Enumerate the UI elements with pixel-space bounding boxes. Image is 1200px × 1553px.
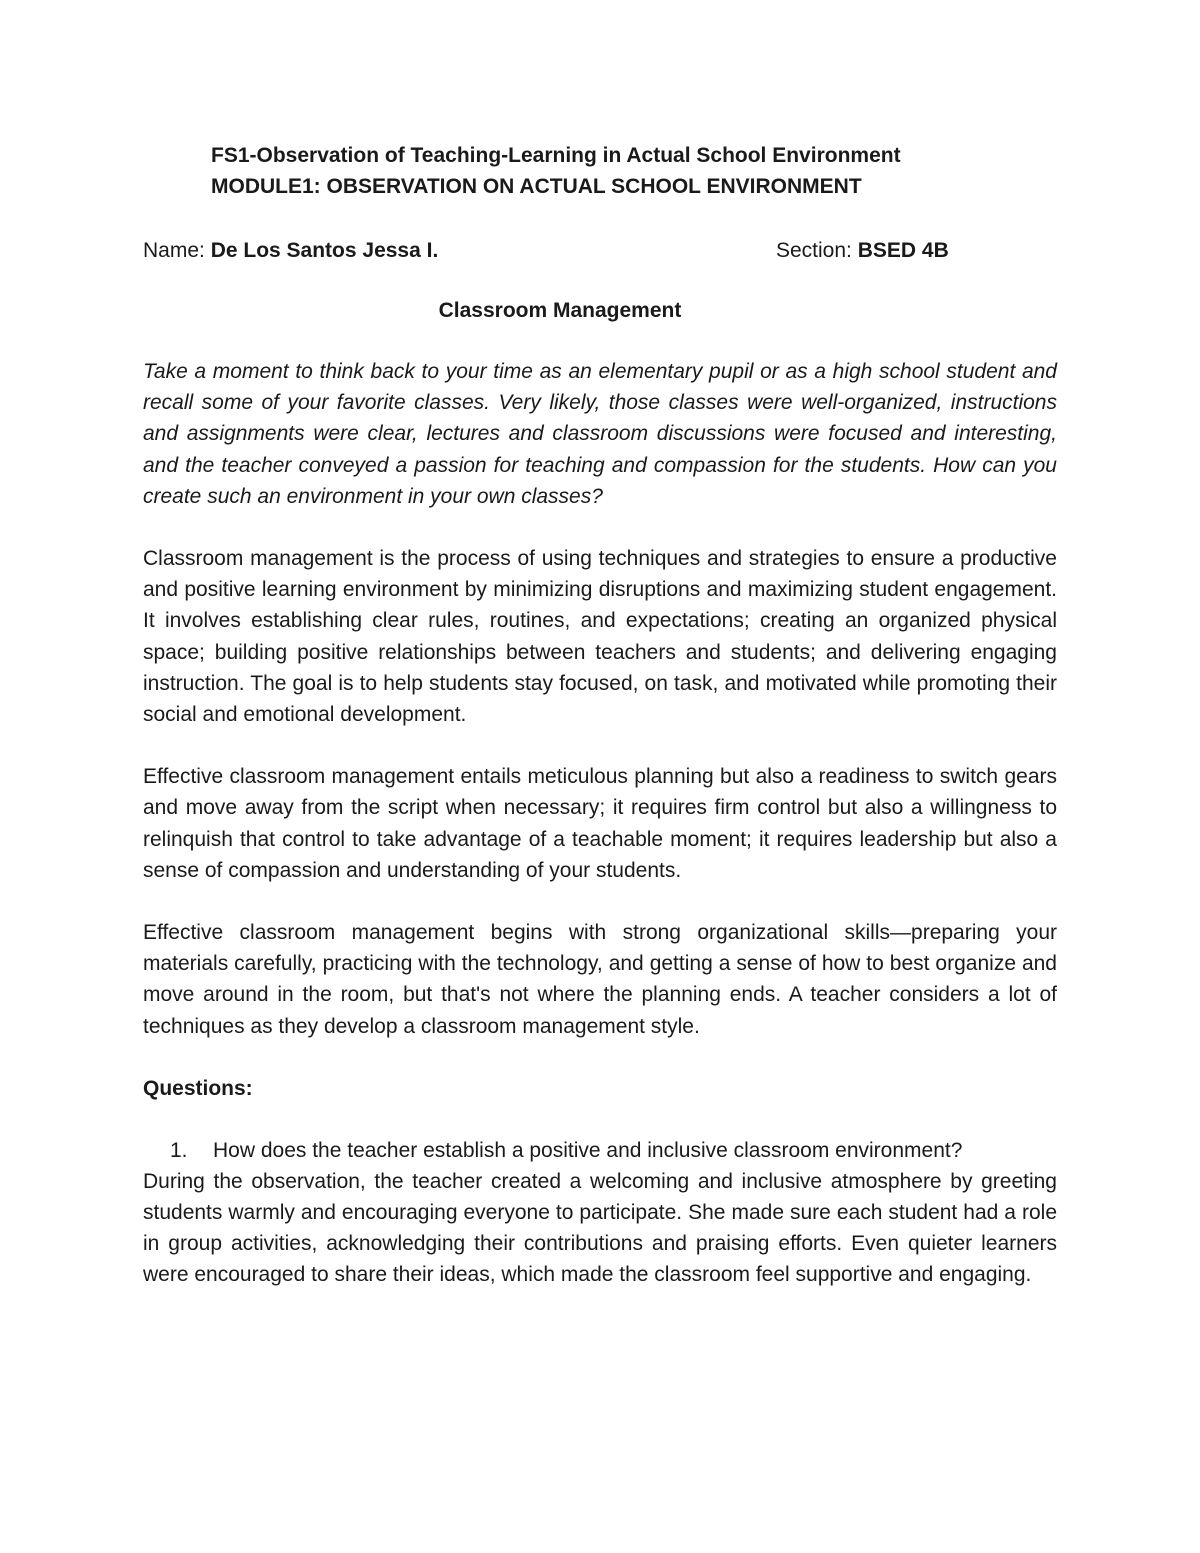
document-page — [143, 140, 1057, 1291]
body-paragraph-1: Classroom management is the process of using techniques and strategies to ensure a productive and positive learning environment by minimizing disruptions and maximizing student engagement. It involves establishing clear rules, routines, and expectations; creating an organized physical space; building positive relationships between teachers and students; and delivering engaging instruction. The goal is to help students stay focused, on task, and motivated while promoting their social and emotional development. — [143, 547, 1057, 727]
document-title: FS1-Observation of Teaching-Learning in Actual School Environment — [211, 144, 901, 167]
section-value: BSED 4B — [857, 239, 949, 262]
body-paragraph-2: Effective classroom management entails meticulous planning but also a readiness to switch gears and move away from the script when necessary; it requires firm control but also a willingness to relinquish that control to take advantage of a teachable moment; it requires leadership but also a sense of compassion and understanding of your students. — [143, 765, 1057, 882]
question-number: 1. — [170, 1138, 188, 1162]
module-title: MODULE1: OBSERVATION ON ACTUAL SCHOOL ENVIRONMENT — [211, 175, 862, 198]
section-title: Classroom Management — [438, 299, 682, 322]
answer-paragraph: During the observation, the teacher created a welcoming and inclusive atmosphere by greeting students warmly and encouraging everyone to participate. She made sure each student had a role in group activities, acknowledging their contributions and praising efforts. Even quieter learners were encouraged to share their ideas, which made the classroom feel supportive and engaging. — [143, 1169, 1057, 1287]
question-item — [143, 1135, 1057, 1166]
student-name — [143, 235, 438, 266]
question-text: How does the teacher establish a positive and inclusive classroom environment? — [213, 1138, 963, 1162]
name-label: Name: — [143, 239, 211, 262]
intro-paragraph: Take a moment to think back to your time as an elementary pupil or as a high school student and recall some of your favorite classes. Very likely, those classes were well-organized, instructions and assignments were clear, lectures and classroom discussions were focused and interesting, and the teacher conveyed a passion for teaching and compassion for the students. How can you create such an environment in your own classes? — [143, 360, 1057, 508]
name-value: De Los Santos Jessa I. — [210, 239, 439, 262]
student-info-row — [143, 235, 1057, 266]
body-paragraph-3: Effective classroom management begins with strong organizational skills—preparing your materials carefully, practicing with the technology, and getting a sense of how to best organize and move around in the room, but that's not where the planning ends. A teacher considers a lot of techniques as they develop a classroom management style. — [143, 921, 1057, 1038]
student-section — [776, 235, 949, 266]
section-label: Section: — [776, 239, 858, 262]
questions-heading: Questions: — [143, 1076, 253, 1100]
